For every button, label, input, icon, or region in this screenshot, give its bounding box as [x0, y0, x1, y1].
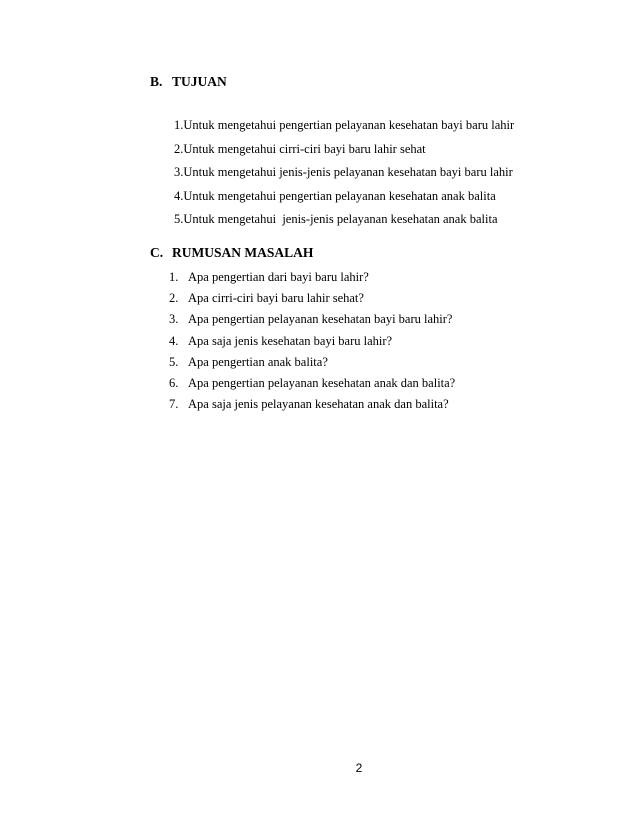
masalah-item-text: Apa saja jenis kesehatan bayi baru lahir? [188, 333, 393, 348]
tujuan-item-1: 1.Untuk mengetahui pengertian pelayanan kesehatan bayi baru lahir [174, 118, 515, 132]
masalah-item-3 [169, 311, 455, 332]
section-b-letter: B. [150, 74, 163, 89]
masalah-item-1 [169, 269, 455, 290]
masalah-item-7 [169, 396, 455, 417]
masalah-item-6 [169, 375, 455, 396]
masalah-item-text: Apa pengertian pelayanan kesehatan anak dan balita? [188, 375, 456, 390]
masalah-item-number: 4. [169, 333, 179, 348]
tujuan-item-5: 5.Untuk mengetahui jenis-jenis pelayanan kesehatan anak balita [174, 212, 498, 227]
section-c-title: RUMUSAN MASALAH [172, 245, 314, 260]
masalah-item-number: 6. [169, 375, 179, 390]
masalah-item-text: Apa cirri-ciri bayi baru lahir sehat? [188, 291, 364, 306]
masalah-item-number: 1. [169, 270, 179, 284]
tujuan-item-4: 4.Untuk mengetahui pengertian pelayanan kesehatan anak balita [174, 188, 496, 203]
masalah-item-number: 3. [169, 312, 179, 327]
masalah-item-2 [169, 290, 455, 311]
masalah-item-text: Apa saja jenis pelayanan kesehatan anak dan balita? [188, 397, 449, 412]
section-b-title: TUJUAN [172, 74, 227, 89]
tujuan-list [174, 117, 514, 235]
page-number: 2 [355, 761, 363, 775]
masalah-item-number: 7. [169, 397, 179, 412]
masalah-item-text: Apa pengertian dari bayi baru lahir? [188, 270, 369, 284]
masalah-item-number: 5. [169, 354, 179, 369]
section-b-heading [150, 74, 227, 90]
masalah-item-number: 2. [169, 291, 179, 306]
rumusan-masalah-list [169, 269, 455, 417]
masalah-item-4 [169, 333, 455, 354]
section-c-letter: C. [150, 245, 164, 260]
masalah-item-text: Apa pengertian anak balita? [188, 354, 328, 369]
tujuan-item-2: 2.Untuk mengetahui cirri-ciri bayi baru lahir sehat [174, 141, 426, 156]
masalah-item-5 [169, 354, 455, 375]
masalah-item-text: Apa pengertian pelayanan kesehatan bayi baru lahir? [188, 312, 453, 327]
section-c-heading [150, 245, 313, 261]
tujuan-item-3: 3.Untuk mengetahui jenis-jenis pelayanan kesehatan bayi baru lahir [174, 165, 513, 180]
